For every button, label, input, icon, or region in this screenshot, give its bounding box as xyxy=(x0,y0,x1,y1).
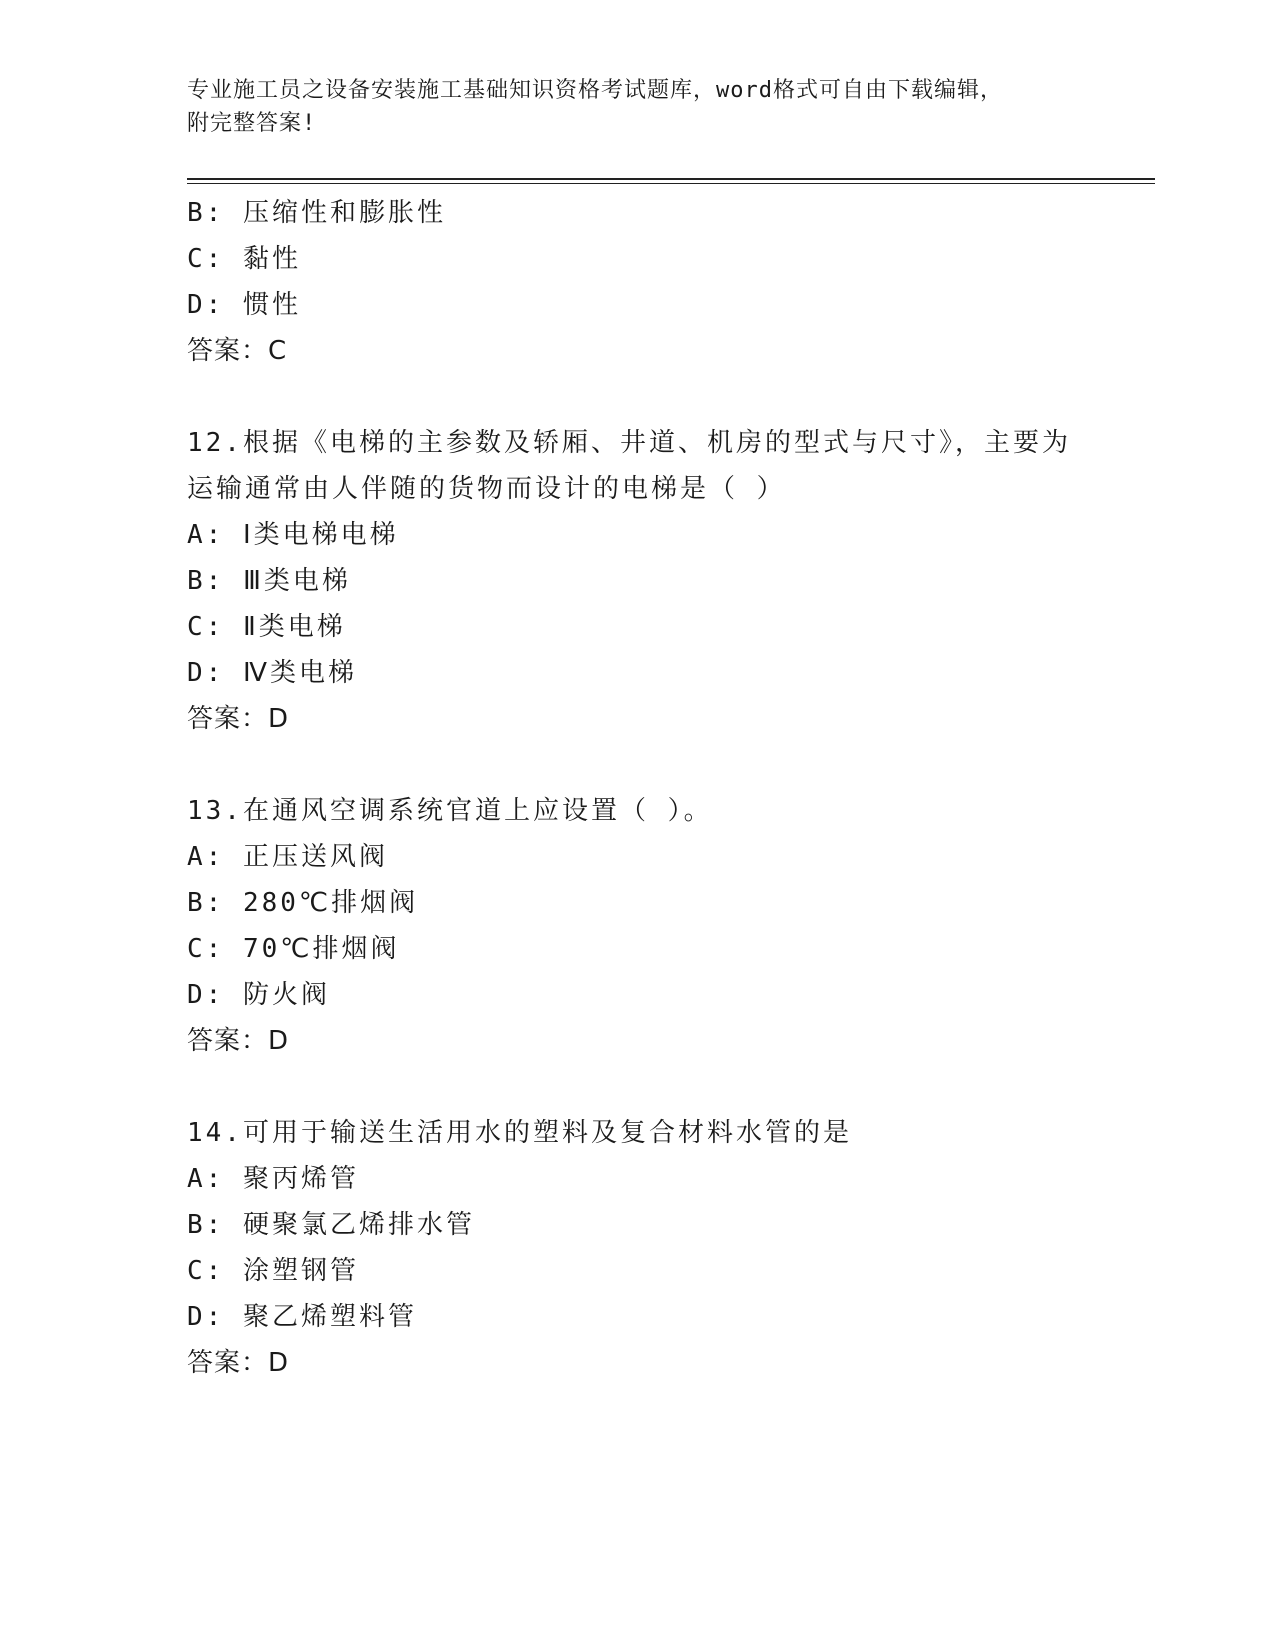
option-d: D: 惯性 xyxy=(187,290,301,320)
header-divider-thick xyxy=(187,178,1155,180)
page-header xyxy=(187,74,1087,140)
option-b: B: Ⅲ类电梯 xyxy=(187,566,351,596)
question-stem-line-2: 运输通常由人伴随的货物而设计的电梯是（ ） xyxy=(187,474,786,504)
question-block-11 xyxy=(187,190,1087,374)
question-stem-line-1: 13.在通风空调系统官道上应设置（ ）。 xyxy=(187,796,713,826)
option-b: B: 280℃排烟阀 xyxy=(187,888,419,918)
spacer xyxy=(187,742,1087,788)
question-stem-line-1: 12.根据《电梯的主参数及轿厢、井道、机房的型式与尺寸》，主要为 xyxy=(187,428,1071,458)
answer-label: 答案：D xyxy=(187,704,290,734)
question-content xyxy=(187,190,1087,1386)
option-b: B: 压缩性和膨胀性 xyxy=(187,198,446,228)
answer-label: 答案：D xyxy=(187,1348,290,1378)
option-d: D: 聚乙烯塑料管 xyxy=(187,1302,417,1332)
question-block-13 xyxy=(187,788,1087,1064)
question-block-12 xyxy=(187,420,1087,742)
option-c: C: 70℃排烟阀 xyxy=(187,934,400,964)
option-b: B: 硬聚氯乙烯排水管 xyxy=(187,1210,475,1240)
option-c: C: Ⅱ类电梯 xyxy=(187,612,346,642)
option-a: A: 正压送风阀 xyxy=(187,842,388,872)
header-line-2: 附完整答案! xyxy=(187,111,317,136)
option-a: A: Ⅰ类电梯电梯 xyxy=(187,520,399,550)
question-stem-line-1: 14.可用于输送生活用水的塑料及复合材料水管的是 xyxy=(187,1118,852,1148)
spacer xyxy=(187,374,1087,420)
answer-label: 答案：C xyxy=(187,336,288,366)
question-block-14 xyxy=(187,1110,1087,1386)
option-c: C: 涂塑钢管 xyxy=(187,1256,359,1286)
option-d: D: 防火阀 xyxy=(187,980,330,1010)
option-a: A: 聚丙烯管 xyxy=(187,1164,359,1194)
header-line-1: 专业施工员之设备安装施工基础知识资格考试题库，word格式可自由下载编辑， xyxy=(187,78,1003,103)
spacer xyxy=(187,1064,1087,1110)
answer-label: 答案：D xyxy=(187,1026,290,1056)
option-c: C: 黏性 xyxy=(187,244,301,274)
header-divider-thin xyxy=(187,183,1155,184)
option-d: D: Ⅳ类电梯 xyxy=(187,658,357,688)
